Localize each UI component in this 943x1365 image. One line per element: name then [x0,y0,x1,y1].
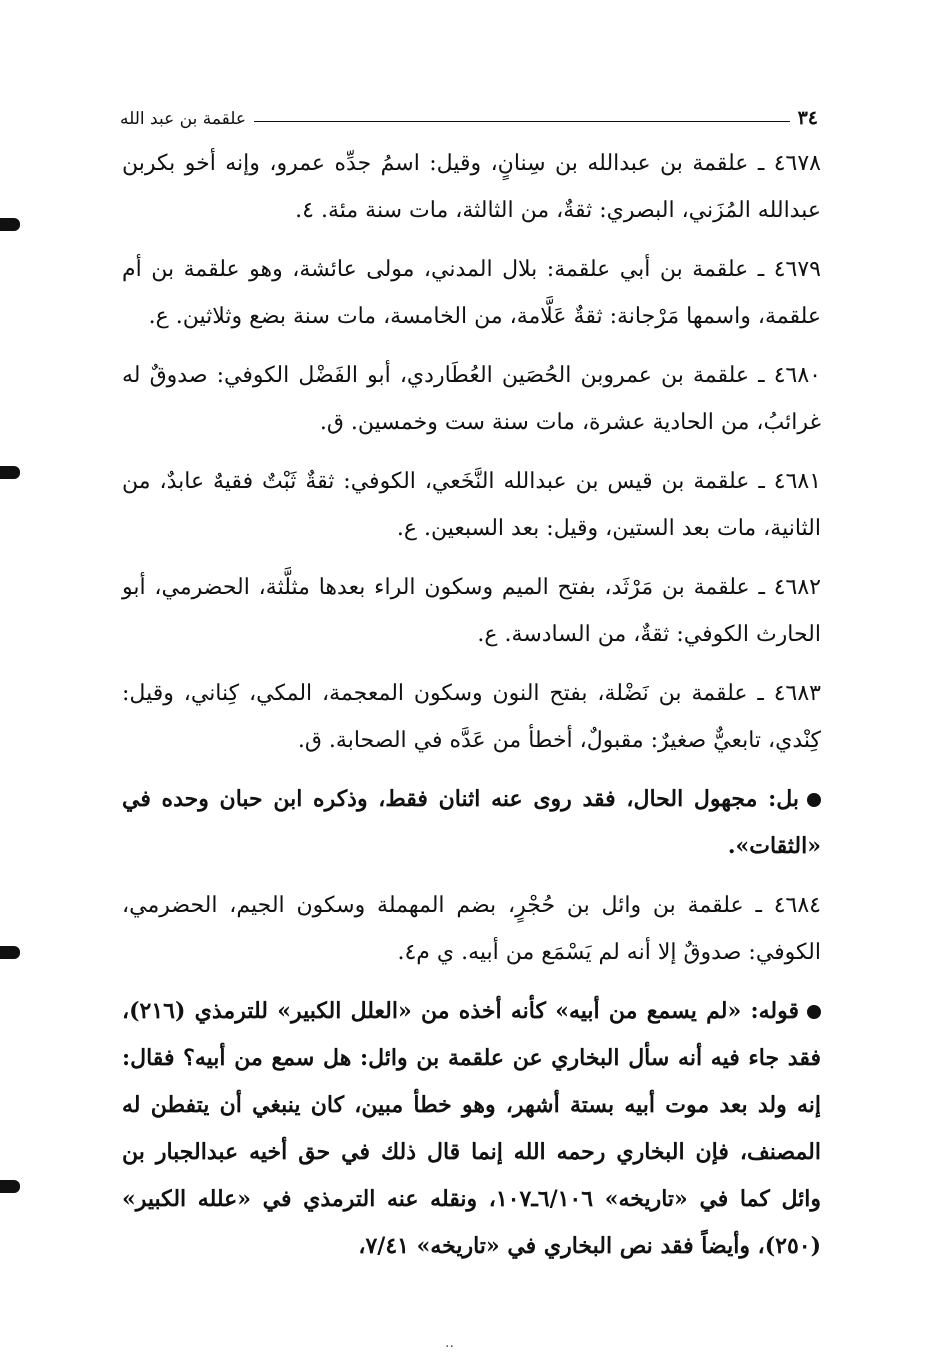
margin-mark [0,1180,20,1193]
commentary-note-1-text: بل: مجهول الحال، فقد روى عنه اثنان فقط، وذكره ابن حبان وحده في «الثقات». [122,786,821,859]
running-title: علقمة بن عبد الله [120,109,247,129]
margin-mark [0,218,20,231]
entry-4678: ٤٦٧٨ ـ علقمة بن عبدالله بن سِنانٍ، وقيل: اسمُ جدِّه عمرو، وإنه أخو بكربن عبدالله المُزَني، البصري: ثقةٌ، من الثالثة، مات سنة مئة. ٤. [122,151,821,223]
entry-4682: ٤٦٨٢ ـ علقمة بن مَرْثَد، بفتح الميم وسكون الراء بعدها مثلَّثة، الحضرمي، أبو الحارث الكوفي: ثقةٌ، من السادسة. ع. [122,575,821,647]
entry-4679: ٤٦٧٩ ـ علقمة بن أبي علقمة: بلال المدني، مولى عائشة، وهو علقمة بن أم علقمة، واسمها مَرْجانة: ثقةٌ عَلَّامة، من الخامسة، مات سنة بضع وثلاثين. ع. [122,257,821,329]
entry-4684: ٤٦٨٤ ـ علقمة بن وائل بن حُجْرٍ، بضم المهملة وسكون الجيم، الحضرمي، الكوفي: صدوقٌ إلا أنه لم يَسْمَع من أبيه. ي م٤. [122,893,821,965]
commentary-note-1 [122,776,821,870]
page-content [122,140,821,1282]
margin-mark [0,466,20,479]
bullet-icon [807,793,821,807]
bullet-icon [807,1005,821,1019]
page-header [120,103,818,129]
margin-mark [0,946,20,959]
page-number: ٣٤ [797,107,818,129]
entry-4681: ٤٦٨١ ـ علقمة بن قيس بن عبدالله النَّخَعي، الكوفي: ثقةٌ ثَبْتٌ فقيهٌ عابدٌ، من الثانية، مات بعد الستين، وقيل: بعد السبعين. ع. [122,469,822,541]
commentary-note-2 [122,988,821,1270]
entry-4680: ٤٦٨٠ ـ علقمة بن عمروبن الحُصَين العُطَاردي، أبو الفَضْل الكوفي: صدوقٌ له غرائبُ، من الحادية عشرة، مات سنة ست وخمسين. ق. [122,363,821,435]
header-rule [254,121,790,122]
commentary-note-2-text: قوله: «لم يسمع من أبيه» كأنه أخذه من «العلل الكبير» للترمذي (٢١٦)، فقد جاء فيه أنه سأل البخاري عن علقمة بن وائل: هل سمع من أبيه؟ فقال: إنه ولد بعد موت أبيه بستة أشهر، وهو خطأ مبين، كان ينبغي أن يتفطن له المصنف، فإن البخاري رحمه الله إنما قال ذلك في حق أخيه عبدالجبار بن وائل كما في «تاريخه» ٦/١٠٦ـ١٠٧، ونقله عنه الترمذي في «علله الكبير» (٢٥٠)، وأيضاً فقد نص البخاري في «تاريخه» ٧/٤١، [122,998,821,1259]
footer-dots: .. [445,1335,454,1351]
entry-4683: ٤٦٨٣ ـ علقمة بن نَضْلة، بفتح النون وسكون المعجمة، المكي، كِناني، وقيل: كِنْدي، تابعيٌّ صغيرٌ: مقبولٌ، أخطأ من عَدَّه في الصحابة. ق. [122,681,821,753]
